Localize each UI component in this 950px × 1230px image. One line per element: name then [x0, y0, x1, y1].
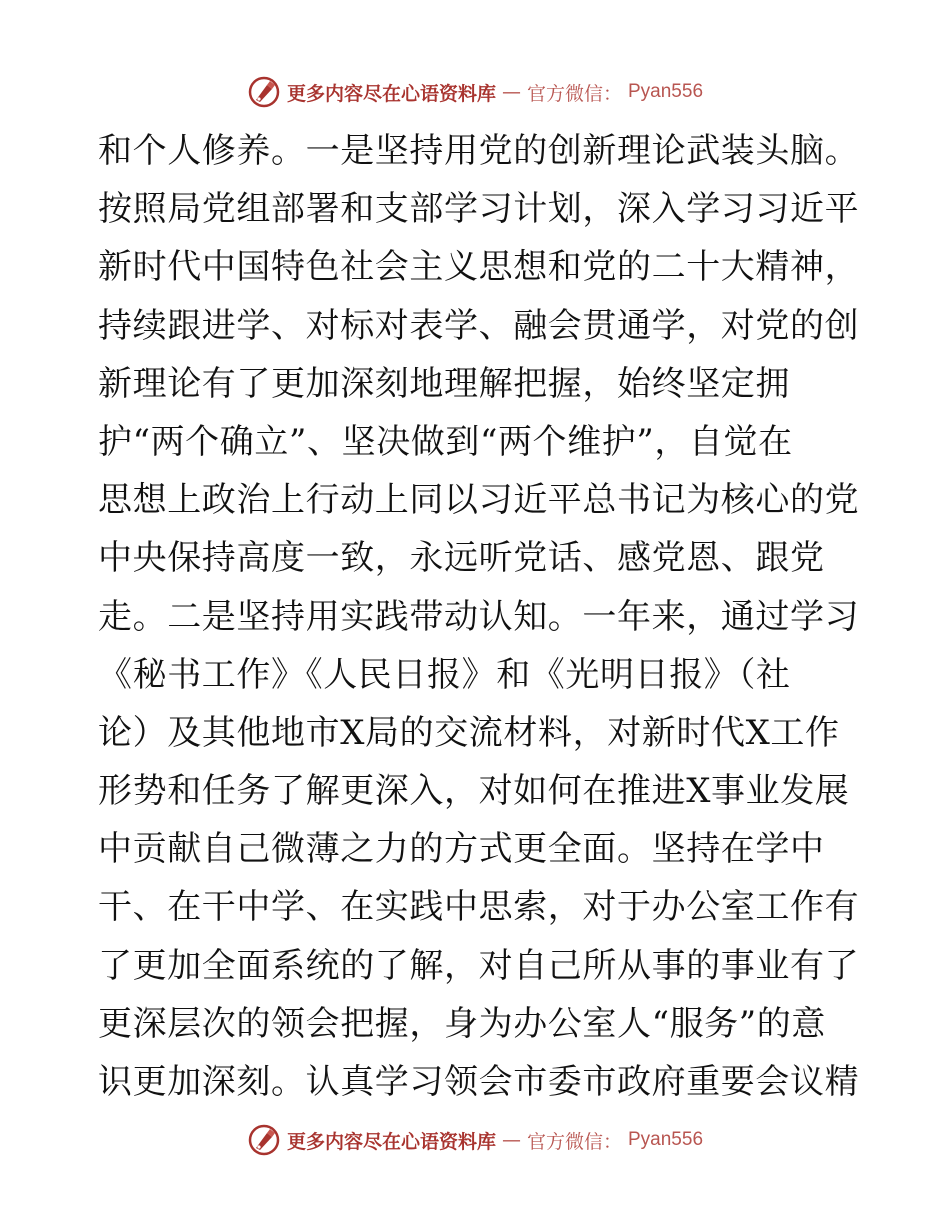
- footer-watermark: [0, 1120, 950, 1160]
- text-line: 论）及其他地市X局的交流材料，对新时代X工作: [98, 712, 840, 753]
- text-line: 持续跟进学、对标对表学、融会贯通学，对党的创: [98, 305, 860, 346]
- text-line: 思想上政治上行动上同以习近平总书记为核心的党: [98, 480, 860, 521]
- text-line: 形势和任务了解更深入，对如何在推进X事业发展: [98, 771, 850, 812]
- document-body: [98, 122, 858, 1111]
- text-line: 按照局党组部署和支部学习计划，深入学习习近平: [98, 189, 860, 230]
- watermark-title: 更多内容尽在心语资料库: [286, 82, 496, 105]
- text-line: 了更加全面系统的了解，对自己所从事的事业有了: [98, 945, 860, 986]
- text-line: 识更加深刻。认真学习领会市委市政府重要会议精: [98, 1062, 860, 1102]
- text-line: 新理论有了更加深刻地理解把握，始终坚定拥: [98, 363, 790, 404]
- watermark-title: 更多内容尽在心语资料库: [286, 1130, 496, 1153]
- watermark-official-label: 官方微信：: [526, 82, 622, 105]
- header-watermark: [0, 72, 950, 112]
- text-line: 和个人修养。一是坚持用党的创新理论武装头脑。: [98, 131, 860, 171]
- text-line: 更深层次的领会把握，身为办公室人“服务”的意: [98, 1003, 826, 1044]
- watermark-wechat-id: Pyan556: [628, 81, 704, 102]
- text-line: 中贡献自己微薄之力的方式更全面。坚持在学中: [98, 829, 825, 870]
- watermark-wechat-id: Pyan556: [628, 1129, 704, 1150]
- watermark-separator: —: [501, 1129, 521, 1151]
- pen-nib-logo-icon: [247, 75, 281, 109]
- watermark-separator: —: [501, 81, 521, 103]
- pen-nib-logo-icon: [247, 1123, 281, 1157]
- text-line: 《秘书工作》《人民日报》和《光明日报》（社: [98, 654, 791, 695]
- text-line: 干、在干中学、在实践中思索，对于办公室工作有: [98, 887, 860, 928]
- watermark-official-label: 官方微信：: [526, 1130, 622, 1153]
- text-line: 走。二是坚持用实践带动认知。一年来，通过学习: [98, 596, 860, 637]
- text-line: 护“两个确立”、坚决做到“两个维护”，自觉在: [98, 421, 793, 462]
- text-line: 中央保持高度一致，永远听党话、感党恩、跟党: [98, 538, 825, 579]
- text-line: 新时代中国特色社会主义思想和党的二十大精神，: [98, 247, 860, 288]
